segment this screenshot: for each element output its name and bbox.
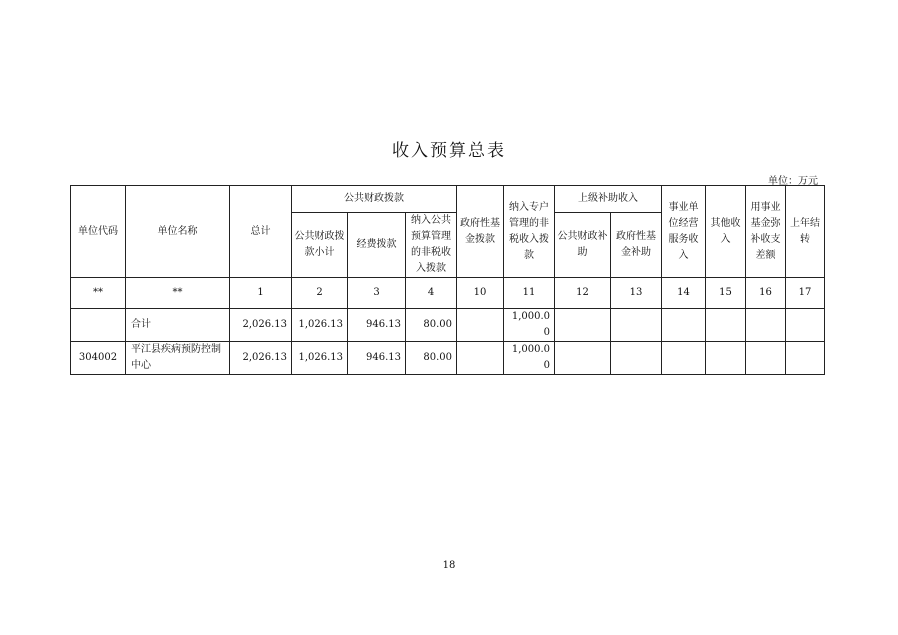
header-unit-code: 单位代码	[71, 186, 126, 278]
index-cell: 16	[746, 278, 786, 309]
index-cell: 13	[611, 278, 662, 309]
table-row	[71, 342, 825, 375]
table-row-total	[71, 309, 825, 342]
index-cell: 11	[504, 278, 555, 309]
cell-operating: 946.13	[348, 342, 406, 375]
page-title: 收入预算总表	[392, 141, 506, 161]
cell-special: 1,000.00	[504, 309, 555, 342]
unit-label: 单位：万元	[768, 176, 818, 187]
cell-nontax: 80.00	[406, 342, 457, 375]
cell-unit-code: 304002	[71, 342, 126, 375]
index-cell: 4	[406, 278, 457, 309]
header-public-finance-subsidy: 公共财政补助	[555, 213, 611, 278]
cell-pf-subsidy	[555, 342, 611, 375]
header-total: 总计	[230, 186, 292, 278]
header-fund-supplement: 用事业基金弥补收支差额	[746, 186, 786, 278]
cell-unit-name: 合计	[126, 309, 230, 342]
header-public-finance-subtotal: 公共财政拨款小计	[292, 213, 348, 278]
cell-other	[706, 309, 746, 342]
index-cell: 12	[555, 278, 611, 309]
cell-total: 2,026.13	[230, 309, 292, 342]
cell-unit-name: 平江县疾病预防控制中心	[126, 342, 230, 375]
cell-unit-code	[71, 309, 126, 342]
index-cell: 17	[786, 278, 825, 309]
cell-nontax: 80.00	[406, 309, 457, 342]
budget-table	[70, 185, 825, 375]
index-row	[71, 278, 825, 309]
index-cell: 1	[230, 278, 292, 309]
header-other-income: 其他收入	[706, 186, 746, 278]
header-public-finance-group: 公共财政拨款	[292, 186, 457, 213]
cell-subtotal: 1,026.13	[292, 342, 348, 375]
page-number: 18	[442, 560, 456, 571]
cell-total: 2,026.13	[230, 342, 292, 375]
header-operating-funds: 经费拨款	[348, 213, 406, 278]
cell-fund-sup	[746, 309, 786, 342]
index-cell: **	[126, 278, 230, 309]
header-business-income: 事业单位经营服务收入	[662, 186, 706, 278]
cell-gov-fund	[457, 342, 504, 375]
header-unit-name: 单位名称	[126, 186, 230, 278]
cell-carryover	[786, 342, 825, 375]
index-cell: 10	[457, 278, 504, 309]
cell-business	[662, 309, 706, 342]
cell-operating: 946.13	[348, 309, 406, 342]
index-cell: 3	[348, 278, 406, 309]
cell-other	[706, 342, 746, 375]
cell-special: 1,000.00	[504, 342, 555, 375]
header-gov-fund: 政府性基金拨款	[457, 186, 504, 278]
header-carryover: 上年结转	[786, 186, 825, 278]
header-gov-fund-subsidy: 政府性基金补助	[611, 213, 662, 278]
header-row-1	[71, 186, 825, 213]
header-special-nontax: 纳入专户管理的非税收入拨款	[504, 186, 555, 278]
cell-pf-subsidy	[555, 309, 611, 342]
header-superior-subsidy-group: 上级补助收入	[555, 186, 662, 213]
cell-fund-sup	[746, 342, 786, 375]
index-cell: 2	[292, 278, 348, 309]
index-cell: 15	[706, 278, 746, 309]
header-nontax-income: 纳入公共预算管理的非税收入拨款	[406, 213, 457, 278]
cell-subtotal: 1,026.13	[292, 309, 348, 342]
cell-gf-subsidy	[611, 342, 662, 375]
cell-gf-subsidy	[611, 309, 662, 342]
index-cell: **	[71, 278, 126, 309]
cell-business	[662, 342, 706, 375]
cell-gov-fund	[457, 309, 504, 342]
cell-carryover	[786, 309, 825, 342]
index-cell: 14	[662, 278, 706, 309]
